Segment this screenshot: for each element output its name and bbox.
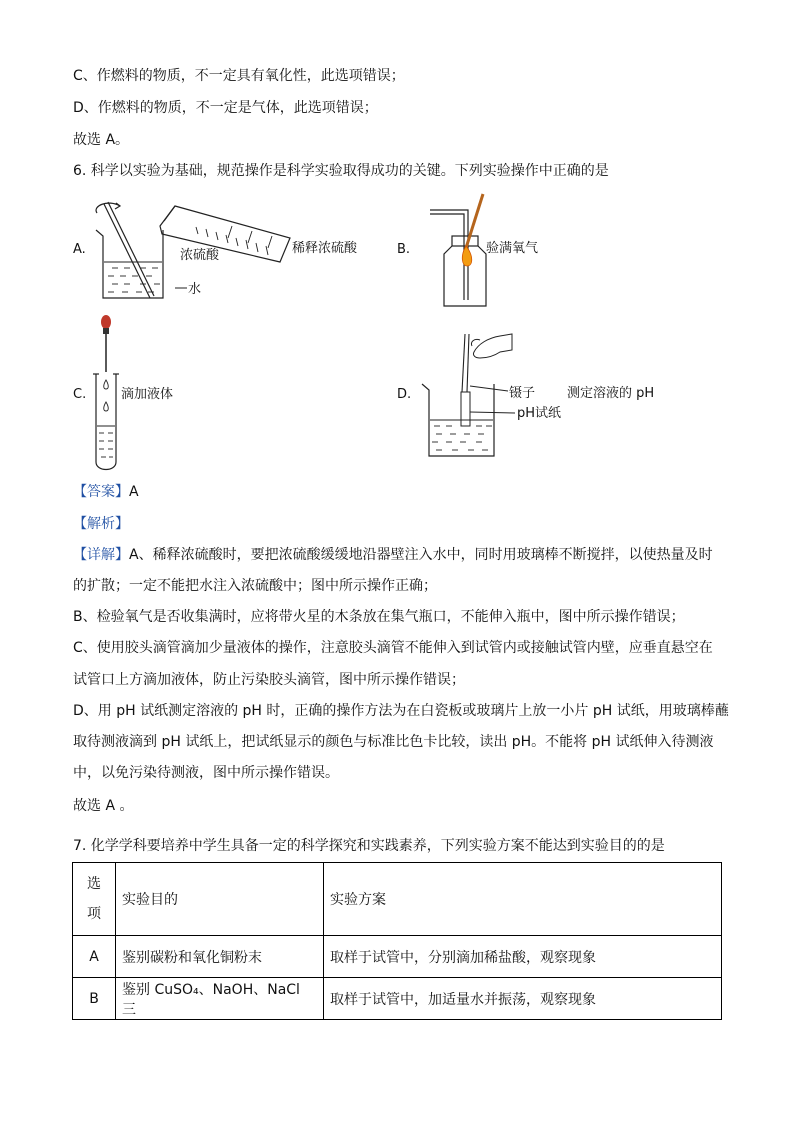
table-row xyxy=(73,978,722,1020)
water-label: 水 xyxy=(188,282,202,297)
detail-a-line-2: 的扩散；一定不能把水注入浓硫酸中；图中所示操作正确； xyxy=(73,578,437,594)
answer-choice-prev: 故选 A。 xyxy=(73,132,130,148)
ph-paper-icon xyxy=(461,392,470,426)
add-liquid-label: 滴加液体 xyxy=(121,387,174,402)
header-option-char-2: 项 xyxy=(87,906,101,922)
dilute-acid-label: 稀释浓硫酸 xyxy=(292,241,358,256)
dropper-icon xyxy=(101,315,111,411)
analysis-tag: 【解析】 xyxy=(73,516,129,532)
graduated-cylinder-icon xyxy=(160,206,290,262)
answer-tag: 【答案】 xyxy=(73,484,129,500)
tweezers-label: 镊子 xyxy=(509,386,536,401)
beaker-d-icon xyxy=(422,384,494,456)
answer-line xyxy=(73,482,139,502)
option-d-explanation: D、作燃料的物质，不一定是气体，此选项错误； xyxy=(73,100,378,116)
detail-b-line: B、检验氧气是否收集满时，应将带火星的木条放在集气瓶口，不能伸入瓶中，图中所示操作错误； xyxy=(73,609,685,625)
beaker-icon xyxy=(96,230,163,298)
measure-ph-label: 测定溶液的 pH xyxy=(567,386,655,401)
detail-d-line-1: D、用 pH 试纸测定溶液的 pH 时，正确的操作方法为在白瓷板或玻璃片上放一小片 pH 试纸，用玻璃棒蘸 xyxy=(73,703,729,719)
row-plan: 取样于试管中，加适量水并振荡，观察现象 xyxy=(324,978,722,1020)
detail-a-line-1 xyxy=(73,545,713,565)
row-option: A xyxy=(73,936,116,978)
hand-icon xyxy=(471,334,512,358)
option-c-letter: C. xyxy=(73,387,87,402)
table-row xyxy=(73,936,722,978)
row-plan: 取样于试管中，分别滴加稀盐酸，观察现象 xyxy=(324,936,722,978)
header-plan: 实验方案 xyxy=(324,863,722,936)
option-b-letter: B. xyxy=(397,242,411,257)
detail-a-text-1: A、稀释浓硫酸时，要把浓硫酸缓缓地沿器壁注入水中，同时用玻璃棒不断搅拌，以使热量及时 xyxy=(129,547,713,563)
question-7-stem: 7. 化学学科要培养中学生具备一定的科学探究和实践素养，下列实验方案不能达到实验目的的是 xyxy=(73,838,665,854)
concentrated-acid-label: 浓硫酸 xyxy=(180,248,220,263)
oxygen-check-label: 验满氧气 xyxy=(486,241,539,256)
detail-d-line-3: 中，以免污染待测液，图中所示操作错误。 xyxy=(73,765,339,781)
answer-final: 故选 A 。 xyxy=(73,798,134,814)
ph-paper-pointer xyxy=(470,412,515,413)
detail-c-line-1: C、使用胶头滴管滴加少量液体的操作，注意胶头滴管不能伸入到试管内或接触试管内壁，应垂直悬空在 xyxy=(73,640,713,656)
detail-d-line-2: 取待测液滴到 pH 试纸上，把试纸显示的颜色与标准比色卡比较，读出 pH。不能将 pH 试纸伸入待测液 xyxy=(73,734,714,750)
header-goal: 实验目的 xyxy=(116,863,324,936)
table-header-row xyxy=(73,863,722,936)
header-option xyxy=(73,863,116,936)
gas-jar-icon xyxy=(430,210,486,306)
detail-c-line-2: 试管口上方滴加液体，防止污染胶头滴管，图中所示操作错误； xyxy=(73,672,465,688)
burning-splint-icon xyxy=(462,194,483,266)
row-goal: 鉴别碳粉和氧化铜粉末 xyxy=(116,936,324,978)
question-6-stem: 6. 科学以实验为基础，规范操作是科学实验取得成功的关键。下列实验操作中正确的是 xyxy=(73,163,609,179)
detail-tag: 【详解】 xyxy=(73,547,129,563)
ph-paper-label: pH试纸 xyxy=(517,406,562,421)
option-c-explanation: C、作燃料的物质，不一定具有氧化性，此选项错误； xyxy=(73,68,405,84)
row-goal: 鉴别 CuSO₄、NaOH、NaCl 三 xyxy=(116,978,324,1020)
option-d-letter: D. xyxy=(397,387,412,402)
answer-value: A xyxy=(129,484,139,500)
row-option: B xyxy=(73,978,116,1020)
option-a-letter: A. xyxy=(73,242,86,257)
header-option-char-1: 选 xyxy=(87,876,101,892)
experiment-table xyxy=(72,862,722,1020)
